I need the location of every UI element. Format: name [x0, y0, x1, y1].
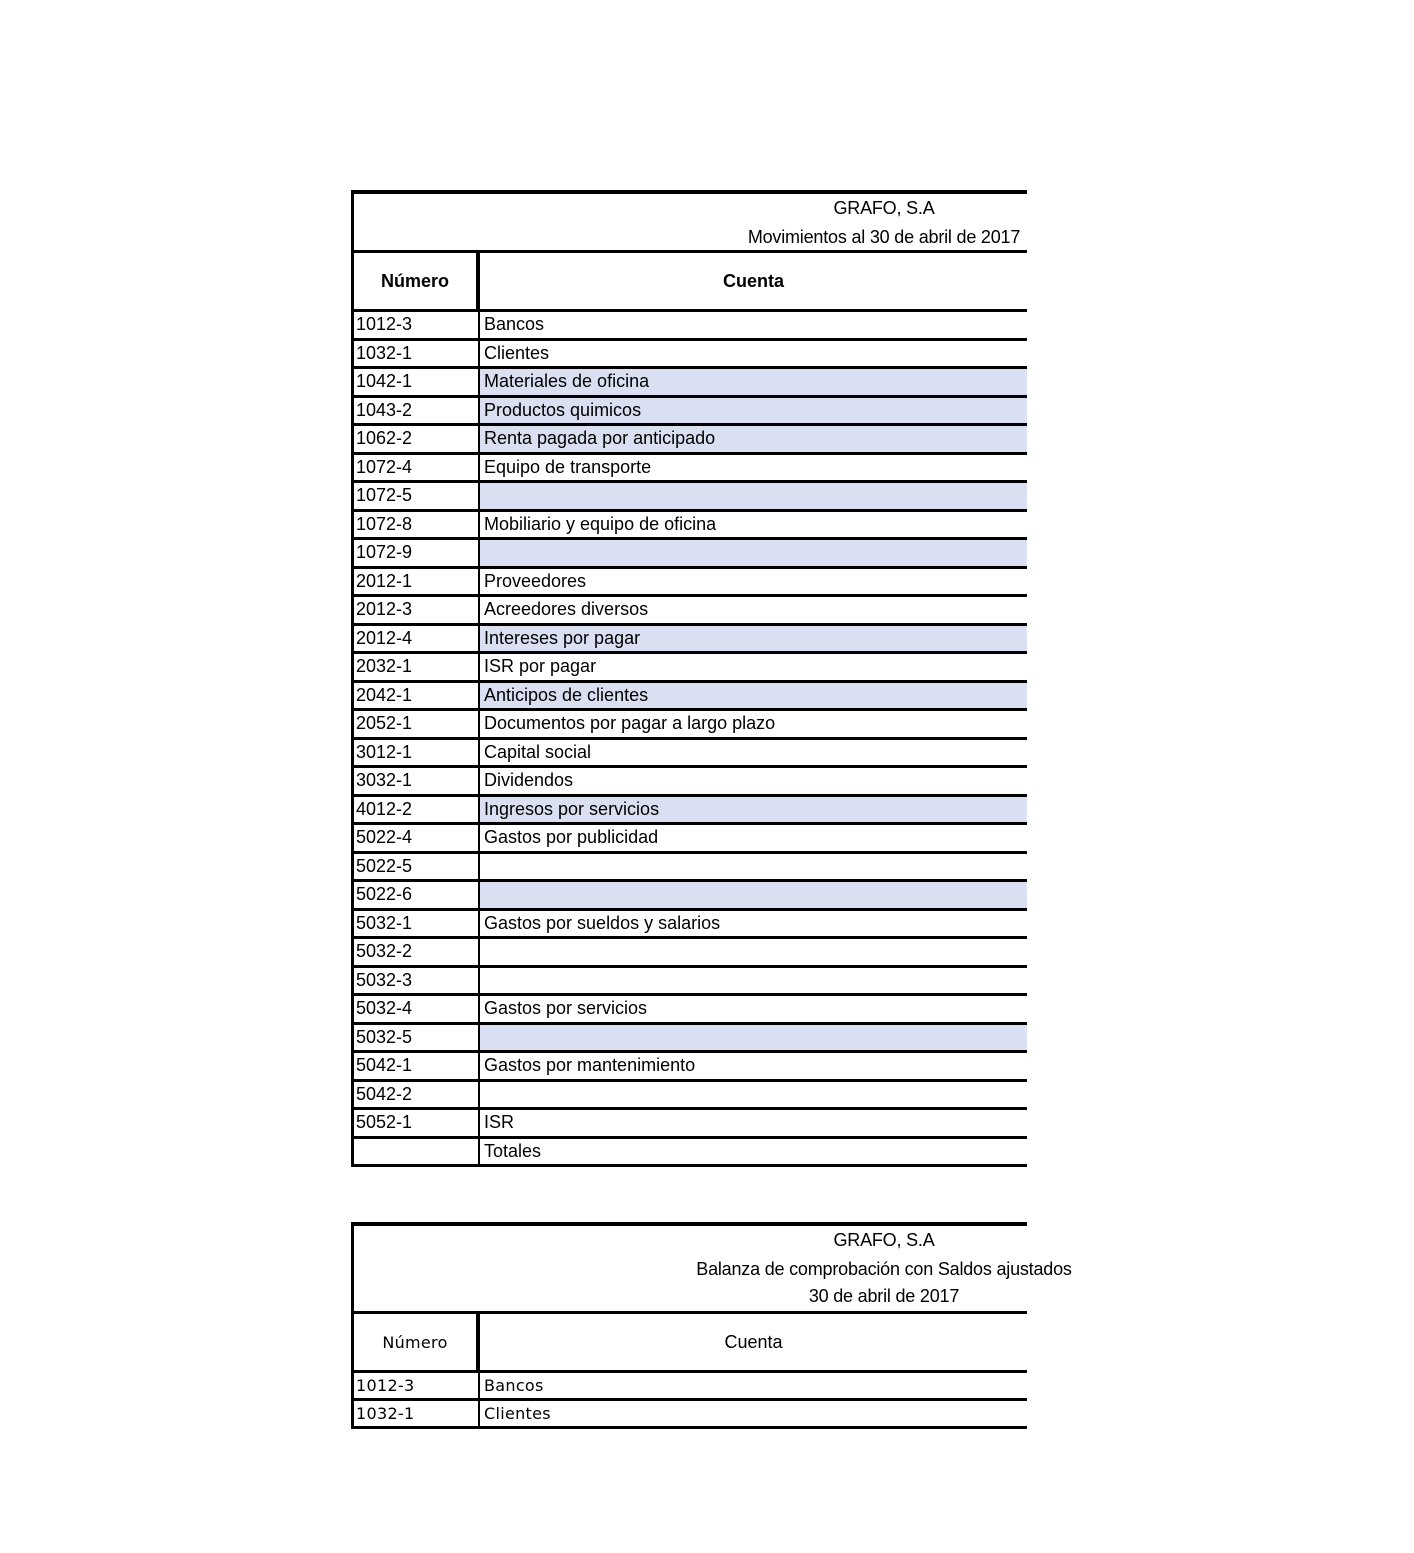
table-row	[354, 882, 1027, 911]
cell-numero: 1062-2	[354, 426, 480, 452]
table-row	[354, 996, 1027, 1025]
cell-numero: 1032-1	[354, 341, 480, 367]
table-row	[354, 768, 1027, 797]
cell-numero: 1032-1	[354, 1401, 480, 1426]
cell-cuenta: Renta pagada por anticipado	[480, 426, 1027, 452]
cell-numero: 1072-9	[354, 540, 480, 566]
table-row	[354, 398, 1027, 427]
cell-cuenta: ISR por pagar	[484, 656, 597, 676]
table-row	[354, 654, 1027, 683]
table-row	[354, 711, 1027, 740]
cell-cuenta	[480, 882, 1027, 908]
cell-numero: 5042-1	[354, 1053, 480, 1079]
table-row	[354, 341, 1027, 370]
cell-numero: 2052-1	[354, 711, 480, 737]
table-row	[354, 797, 1027, 826]
cell-numero: 2012-1	[354, 569, 480, 595]
cell-numero: 1072-5	[354, 483, 480, 509]
cell-numero: 5032-4	[354, 996, 480, 1022]
cell-cuenta	[480, 1025, 1027, 1051]
table-row	[354, 1373, 1027, 1401]
cell-cuenta: Productos quimicos	[480, 398, 1027, 424]
cell-cuenta: Totales	[484, 1140, 542, 1161]
table-row	[354, 1110, 1027, 1139]
cell-cuenta	[480, 483, 1027, 509]
table-row	[354, 569, 1027, 598]
cell-numero: 5042-2	[354, 1082, 480, 1108]
header-row	[354, 253, 1027, 312]
cell-cuenta: Equipo de transporte	[484, 456, 652, 477]
cell-cuenta: Bancos	[484, 1376, 544, 1395]
cell-cuenta: Capital social	[484, 741, 592, 762]
header-numero: Número	[354, 253, 480, 309]
company-name: GRAFO, S.A	[833, 198, 935, 218]
cell-numero: 2042-1	[354, 683, 480, 709]
table-row	[354, 1082, 1027, 1111]
cell-cuenta	[480, 968, 1027, 994]
table-row	[354, 312, 1027, 341]
table-row	[354, 1053, 1027, 1082]
cell-cuenta: Ingresos por servicios	[480, 797, 1027, 823]
cell-numero: 2012-4	[354, 626, 480, 652]
cell-cuenta: ISR	[484, 1112, 515, 1132]
cell-cuenta: Gastos por publicidad	[484, 827, 659, 847]
cell-cuenta: Gastos por sueldos y salarios	[484, 912, 721, 933]
table-row	[354, 597, 1027, 626]
table-subtitle: Balanza de comprobación con Saldos ajustados	[696, 1259, 1072, 1279]
title-block	[354, 1222, 1072, 1314]
cell-numero: 3032-1	[354, 768, 480, 794]
header-cuenta: Cuenta	[724, 1331, 783, 1352]
table-row	[354, 968, 1027, 997]
cell-numero: 1012-3	[354, 1373, 480, 1398]
cell-numero: 2032-1	[354, 654, 480, 680]
table-row	[354, 911, 1027, 940]
cell-cuenta: Clientes	[484, 342, 550, 363]
cell-cuenta	[480, 854, 1027, 880]
table-row	[354, 1025, 1027, 1054]
cell-numero: 3012-1	[354, 740, 480, 766]
company-name: GRAFO, S.A	[833, 1230, 935, 1250]
cell-numero: 1043-2	[354, 398, 480, 424]
cell-numero: 5032-2	[354, 939, 480, 965]
table-row	[354, 740, 1027, 769]
table-row	[354, 483, 1027, 512]
cell-cuenta: Documentos por pagar a largo plazo	[484, 713, 776, 733]
cell-cuenta	[480, 939, 1027, 965]
cell-cuenta: Proveedores	[484, 570, 587, 591]
cell-numero: 5022-4	[354, 825, 480, 851]
table-row	[354, 825, 1027, 854]
table-row	[354, 512, 1027, 541]
table-body	[354, 312, 1027, 1167]
cell-numero: 2012-3	[354, 597, 480, 623]
cell-cuenta: Bancos	[484, 314, 545, 334]
table-row	[354, 683, 1027, 712]
cell-cuenta: Intereses por pagar	[480, 626, 1027, 652]
balanza-table	[351, 1222, 1072, 1429]
header-numero: Número	[354, 1314, 480, 1370]
cell-numero: 5022-6	[354, 882, 480, 908]
cell-numero: 1072-4	[354, 455, 480, 481]
table-row	[354, 1401, 1027, 1429]
cell-numero: 4012-2	[354, 797, 480, 823]
cell-cuenta: Mobiliario y equipo de oficina	[484, 513, 717, 534]
cell-numero: 5032-5	[354, 1025, 480, 1051]
cell-numero: 1012-3	[354, 312, 480, 338]
movimientos-table	[351, 190, 1027, 1167]
header-cuenta: Cuenta	[722, 270, 784, 291]
table-row	[354, 455, 1027, 484]
table-date: 30 de abril de 2017	[808, 1286, 960, 1306]
cell-cuenta: Clientes	[484, 1404, 551, 1423]
cell-numero: 1072-8	[354, 512, 480, 538]
cell-cuenta	[480, 540, 1027, 566]
table-subtitle: Movimientos al 30 de abril de 2017	[747, 227, 1021, 247]
cell-cuenta: Gastos por servicios	[484, 998, 648, 1018]
table-row	[354, 540, 1027, 569]
table-row	[354, 426, 1027, 455]
cell-numero: 5032-3	[354, 968, 480, 994]
cell-cuenta: Acreedores diversos	[484, 599, 649, 619]
totals-row	[354, 1139, 1027, 1168]
cell-numero: 1042-1	[354, 369, 480, 395]
cell-cuenta: Anticipos de clientes	[480, 683, 1027, 709]
table-row	[354, 369, 1027, 398]
title-block	[354, 190, 1027, 253]
cell-numero: 5032-1	[354, 911, 480, 937]
table-row	[354, 854, 1027, 883]
table-row	[354, 939, 1027, 968]
cell-numero: 5022-5	[354, 854, 480, 880]
cell-numero	[354, 1139, 480, 1165]
cell-cuenta	[480, 1082, 1027, 1108]
cell-cuenta: Dividendos	[484, 770, 574, 790]
header-row	[354, 1314, 1027, 1373]
table-row	[354, 626, 1027, 655]
cell-numero: 5052-1	[354, 1110, 480, 1136]
cell-cuenta: Gastos por mantenimiento	[484, 1055, 696, 1075]
cell-cuenta: Materiales de oficina	[480, 369, 1027, 395]
table-body	[354, 1373, 1027, 1429]
